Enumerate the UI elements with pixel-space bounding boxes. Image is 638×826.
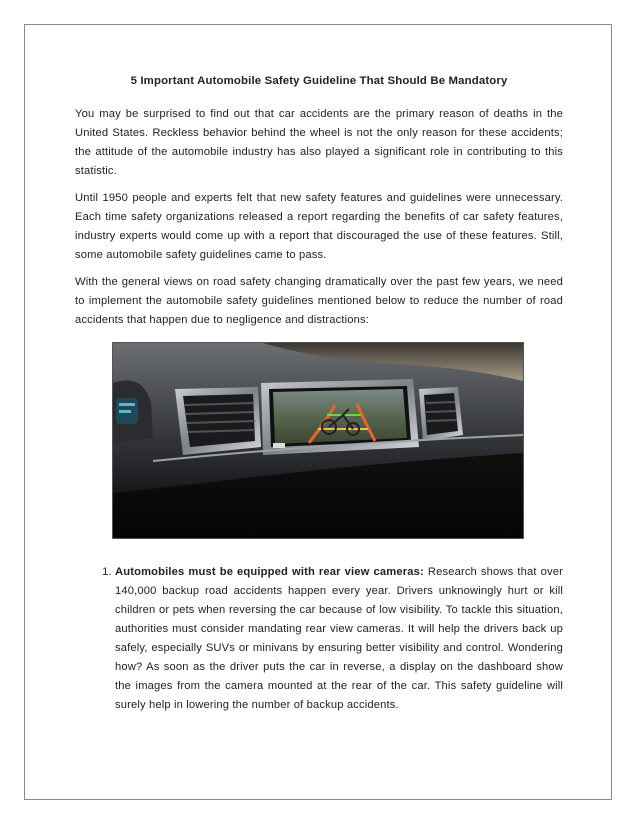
- car-dashboard-rear-camera-photo-icon: [113, 343, 523, 538]
- paragraph-history: Until 1950 people and experts felt that new safety features and guidelines were unnecessary. Each time safety organizations released a report regarding the benefits of car safety features, industry experts would come up with a report that discouraged the use of these features. Still, some automobile safety guidelines came to pass.: [75, 192, 563, 261]
- paragraph-intro: You may be surprised to find out that car accidents are the primary reason of deaths in the United States. Reckless behavior behind the wheel is not the only reason for these accidents; the attitude of the automobile industry has also played a significant role in contributing to this statistic.: [75, 108, 563, 177]
- list-item-heading: Automobiles must be equipped with rear view cameras:: [115, 566, 424, 578]
- list-item: [115, 563, 563, 715]
- document-body: [75, 72, 563, 715]
- document-title: 5 Important Automobile Safety Guideline That Should Be Mandatory: [130, 75, 508, 87]
- dashboard-camera-photo: [112, 342, 524, 539]
- guideline-list: [75, 563, 563, 715]
- list-item-text: Research shows that over 140,000 backup road accidents happen every year. Drivers unknowingly hurt or kill children or pets when reversing the car because of low visibility. To tackle this situation, authorities must consider mandating rear view cameras. It will help the drivers back up safely, especially SUVs or minivans by ensuring better visibility and control. Wondering how? As soon as the driver puts the car in reverse, a display on the dashboard show the images from the camera mounted at the rear of the car. This safety guideline will surely help in lowering the number of backup accidents.: [115, 566, 563, 711]
- paragraph-guidelines-intro: With the general views on road safety changing dramatically over the past few years, we need to implement the automobile safety guidelines mentioned below to reduce the number of road accidents that happen due to negligence and distractions:: [75, 276, 563, 326]
